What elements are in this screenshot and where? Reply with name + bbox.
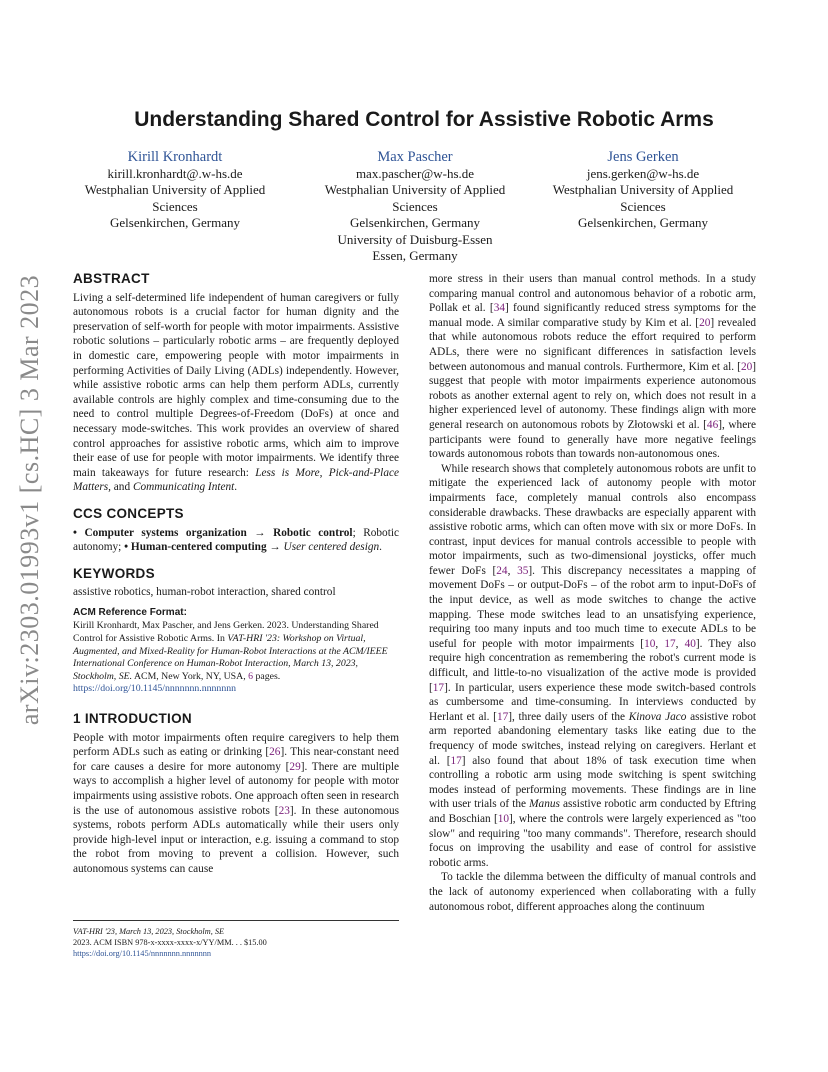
venue-line: VAT-HRI '23, March 13, 2023, Stockholm, SE [73, 927, 225, 936]
page-count-link[interactable]: 6 [248, 670, 253, 682]
author-affiliation: Westphalian University of Applied [324, 182, 506, 198]
body-paragraph: To tackle the dilemma between the difficulty of manual controls and the lack of autonomy experienced when collaborating with a fully autonomous robot, different approaches along the continuum [429, 871, 756, 913]
author-affiliation: Sciences [152, 198, 198, 214]
citation-link[interactable]: 24 [496, 564, 508, 577]
acm-reference [73, 606, 399, 696]
keywords-body: assistive robotics, human-robot interaction, shared control [73, 586, 336, 599]
citation-link[interactable]: 17 [450, 754, 462, 767]
citation-link[interactable]: 26 [269, 746, 281, 759]
author-email: kirill.kronhardt@.w-hs.de [107, 166, 243, 181]
citation-link[interactable]: 34 [493, 302, 505, 315]
keywords-heading: KEYWORDS [73, 565, 155, 581]
doi-link[interactable]: https://doi.org/10.1145/nnnnnnn.nnnnnnn [73, 683, 237, 695]
citation-link[interactable]: 10 [497, 812, 510, 825]
ccs-heading: CCS CONCEPTS [73, 505, 184, 521]
citation-link[interactable]: 17 [496, 710, 509, 723]
author-location: Gelsenkirchen, Germany [350, 215, 480, 231]
citation-link[interactable]: 20 [740, 360, 753, 373]
arxiv-stamp [8, 274, 52, 726]
citation-link[interactable]: 35 [517, 564, 529, 577]
citation-link[interactable]: 10 [644, 637, 656, 650]
paper-title: Understanding Shared Control for Assistive Robotic Arms [134, 108, 714, 131]
author-name[interactable]: Jens Gerken [607, 149, 679, 165]
citation-link[interactable]: 29 [289, 760, 301, 773]
citation-link[interactable]: 17 [432, 681, 445, 694]
citation-link[interactable]: 46 [706, 418, 719, 431]
author-1 [70, 148, 280, 232]
author-email: max.pascher@w-hs.de [355, 166, 475, 181]
citation-link[interactable]: 23 [278, 804, 290, 817]
author-3 [538, 148, 748, 232]
author-name[interactable]: Kirill Kronhardt [127, 149, 223, 165]
author-location: Gelsenkirchen, Germany [578, 215, 708, 231]
citation-link[interactable]: 20 [699, 316, 711, 329]
author-2 [310, 148, 520, 264]
intro-paragraph: People with motor impairments often require caregivers to help them perform ADLs such as eating or drinking [26]. This near-constant need for care causes a desire for more autonomy [29]. There are multiple ways to accomplish a higher level of autonomy for people with motor impairments using assistive robots. One approach often seen in research is the use of autonomous assistive robots [23]. In these autonomous systems, robots perform ADLs automatically while their users only provide high-level input or interaction, e.g. issuing a command to stop the robot from moving to prevent a collision. However, such autonomous systems can cause [73, 731, 399, 875]
author-affiliation: Sciences [620, 198, 666, 214]
author-email: jens.gerken@w-hs.de [586, 166, 700, 181]
abstract-body: Living a self-determined life independent of human caregivers or fully autonomous robots is a crucial factor for human dignity and the preservation of self-worth for people with motor impairments. Assistive robotic solutions – particularly robotic arms – are frequently deployed in domestic care, empowering people with motor impairments in performing Activities of Daily Living (ADLs) independently. However, while assistive robotic arms can help them perform ADLs, currently available controls are highly complex and time-consuming due to the need to control multiple Degrees-of-Freedom (DoFs) at once and necessary mode-switches. This work provides an overview of shared control approaches for assistive robotic arms, which aim to improve their ease of use for people with motor impairments. We identify three main takeaways for future research: Less is More, Pick-and-Place Matters, and Communicating Intent. [73, 291, 399, 494]
left-column [73, 272, 399, 877]
author-affiliation: University of Duisburg-Essen [337, 231, 493, 247]
right-column [429, 272, 756, 914]
author-name[interactable]: Max Pascher [377, 149, 453, 165]
abstract-heading: ABSTRACT [73, 271, 150, 286]
intro-heading: 1 INTRODUCTION [73, 711, 192, 727]
author-location: Gelsenkirchen, Germany [110, 215, 240, 231]
author-affiliation: Westphalian University of Applied [552, 182, 734, 198]
citation-link[interactable]: 40 [684, 637, 696, 650]
arxiv-stamp-text: arXiv:2303.01993v1 [cs.HC] 3 Mar 2023 [15, 274, 44, 726]
isbn-line: 2023. ACM ISBN 978-x-xxxx-xxxx-x/YY/MM. . . $15.00 [73, 938, 267, 947]
reference-body: Kirill Kronhardt, Max Pascher, and Jens Gerken. 2023. Understanding Shared Control for Assistive Robotic Arms. In VAT-HRI '23: Workshop on Virtual, Augmented, and Mixed-Reality for Human-Robot Interactions at the ACM/IEEE International Conference on Human-Robot Interaction, March 13, 2023, Stockholm, SE. ACM, New York, NY, USA, 6 pages. https://doi.org/10.1145/nnnnnnn.nnnnnnn [73, 620, 388, 695]
author-location: Essen, Germany [372, 248, 458, 264]
copyright-footnote [73, 920, 399, 959]
footnote-doi-link[interactable]: https://doi.org/10.1145/nnnnnnn.nnnnnnn [73, 949, 212, 958]
author-affiliation: Westphalian University of Applied [84, 182, 266, 198]
author-block [70, 148, 770, 268]
body-paragraph: more stress in their users than manual control methods. In a study comparing manual control and autonomous behavior of a robotic arm, Pollak et al. [34] found significantly reduced stress symptoms for the manual mode. A similar comparative study by Kim et al. [20] revealed that while autonomous robots reduce the effort required to perform ADLs, there were no significant differences in satisfaction levels between autonomous and manual controls. Furthermore, Kim et al. [20] suggest that people with motor impairments experience autonomous robots as another external agent to rely on, which does not result in a higher experienced level of autonomy. These findings align with more general research on autonomous robots by Złotowski et al. [46], where participants were found to generally have more negative feelings towards autonomous robots than towards non-autonomous ones. [429, 273, 756, 461]
citation-link[interactable]: 17 [664, 637, 676, 650]
reference-heading: ACM Reference Format: [73, 606, 187, 618]
author-affiliation: Sciences [392, 198, 438, 214]
ccs-body: • Computer systems organization → Robotic control; Robotic autonomy; • Human-centered computing → User centered design. [73, 526, 399, 554]
body-paragraph: While research shows that completely autonomous robots are unfit to mitigate the experienced lack of autonomy people with motor impairments face, completely manual controls also encompass considerable drawbacks. These drawbacks are especially apparent with assistive robotic arms, which can often move with six or more DoFs. In contrast, input devices for manual controls accessible to people with motor impairments, such as two-dimensional joysticks, offer much fewer DoFs [24, 35]. This discrepancy necessitates a mapping of movement DoFs – or output-DoFs – of the robot arm to input-DoFs of the input device, as well as mode switches to change the active mapping. These mode switches lead to an unsatisfying experience, requiring too many inputs and too much time to execute ADLs to be useful for people with motor impairments [10, 17, 40]. They also require high concentration as remembering the robot's current mode is difficult, and little-to-no visualization of the active mode is provided [17]. In particular, users experience these mode switch-based controls as cumbersome and time-consuming. In interviews conducted by Herlant et al. [17], three daily users of the Kinova Jaco assistive robot arm reported abandoning elementary tasks like eating due to the frequency of mode switches, instead relying on caregivers. Herlant et al. [17] also found that about 18% of task execution time when controlling a robotic arm using mode switching is spent switching modes instead of performing movements. These findings are in line with user trials of the Manus assistive robotic arm conducted by Eftring and Boschian [10], where the controls were largely experienced as "too slow" and requiring "too many commands". Therefore, research should focus on improving the usability and ease of control for assistive robotic arms. [429, 462, 756, 869]
